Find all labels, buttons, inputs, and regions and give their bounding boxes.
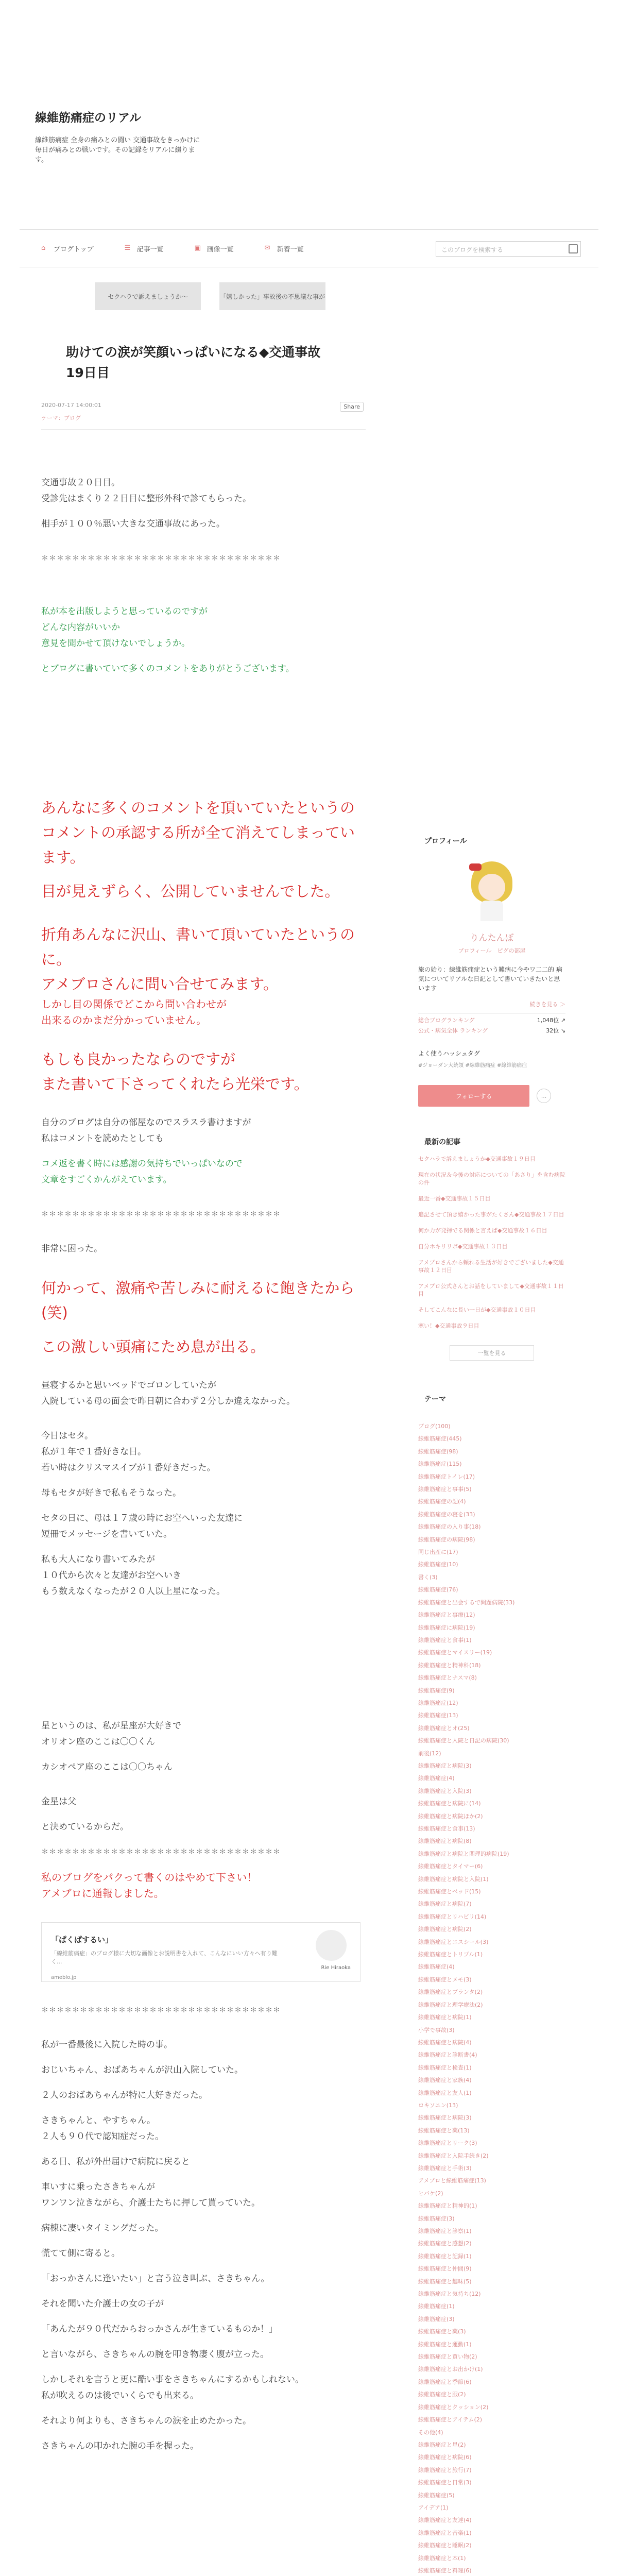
theme-link[interactable]: 線維筋痛症と入院(3) <box>418 1787 472 1794</box>
recent-entry-link[interactable]: 寒い！◆交通事故９日目 <box>418 1323 479 1329</box>
ranking-value: 1,048位 ↗ <box>537 1017 565 1024</box>
theme-link[interactable]: 線維筋痛症とアイテム(2) <box>418 2416 483 2424</box>
theme-link[interactable]: 線維筋痛症と病院(7) <box>418 1901 472 1908</box>
theme-link[interactable]: 線維筋痛症と手術(3) <box>418 2164 472 2172</box>
text: 私が１年で１番好きな日。 <box>41 1447 146 1457</box>
entry-body <box>41 475 366 2454</box>
text: オリオン座のここは〇〇くん <box>41 1737 155 1747</box>
theme-link[interactable]: 線維筋痛症(5) <box>418 2492 455 2499</box>
text: おじいちゃん、おばあちゃんが沢山入院していた。 <box>41 2065 244 2075</box>
search-icon[interactable] <box>569 244 578 253</box>
theme-link[interactable]: 線維筋痛症(9) <box>418 1687 455 1694</box>
text: 星というのは、私が星座が大好きで <box>41 1721 181 1731</box>
theme-link[interactable]: 線維筋痛症と食事(1) <box>418 1636 472 1643</box>
theme-link[interactable]: 線維筋痛症と入院と日記の病院(30) <box>418 1737 509 1744</box>
text: 若い時はクリスマスイブが１番好きだった。 <box>41 1463 216 1473</box>
site-header <box>0 0 618 206</box>
search-input[interactable] <box>436 241 581 257</box>
profile-description: 旅の始り：線維筋痛症という難病に今やワ二二的 病気についてリアルな日記として書いていきたいと思います <box>418 966 562 992</box>
text: ２人も９０代で認知症だった。 <box>41 2131 164 2142</box>
theme-link[interactable]: 線維筋痛症(3) <box>418 2215 455 2222</box>
text: 病棟に凄いタイミングだった。 <box>41 2223 164 2233</box>
theme-link[interactable]: ロキソニン(13) <box>418 2102 458 2109</box>
theme-link[interactable]: 線維筋痛症とナスマ(8) <box>418 1674 477 1682</box>
theme-link[interactable]: 線維筋痛症とお出かけ(1) <box>418 2366 483 2373</box>
next-entry-button[interactable]: 「嬉しかった」事故後の不思議な事が <box>219 282 325 310</box>
theme-link[interactable]: 小学で事故(3) <box>418 2026 455 2033</box>
theme-link[interactable]: 線維筋痛症(10) <box>418 1561 458 1568</box>
theme-link[interactable]: 線維筋痛症とマイスリー(19) <box>418 1649 492 1656</box>
theme-link[interactable]: 線維筋痛症とリハビリ(14) <box>418 1913 487 1920</box>
text: ワンワン泣きながら、介護士たちに押して貰っていた。 <box>41 2198 260 2208</box>
theme-link[interactable]: 線維筋痛症と本(1) <box>418 2554 466 2562</box>
theme-link[interactable]: 線維筋痛症と病院(6) <box>418 2454 472 2461</box>
text: 昼寝するかと思いベッドでゴロンしていたが <box>41 1380 216 1391</box>
text: と言いながら、さきちゃんの腕を叩き物凄く腹が立った。 <box>41 2349 269 2360</box>
list-icon: ☰ <box>124 244 131 252</box>
theme-link[interactable]: 線維筋痛症と薬(13) <box>418 2127 470 2134</box>
theme-link[interactable]: 線維筋痛症と病院ほか(2) <box>418 1812 483 1820</box>
theme-link[interactable]: 線維筋痛症に病院(19) <box>418 1624 475 1631</box>
text: それより何よりも、さきちゃんの涙を止めたかった。 <box>41 2416 251 2426</box>
text: ある日、私が外出届けで病院に戻ると <box>41 2157 190 2167</box>
theme-link[interactable]: 線維筋痛症とメモ(3) <box>418 1976 472 1983</box>
text-green: 文章をすごくかんがえています。 <box>41 1175 172 1185</box>
text-green: とブログに書いていて多くのコメントをありがとうございます。 <box>41 664 295 674</box>
theme-link[interactable]: 線維筋痛症と診察(1) <box>418 2228 472 2234</box>
card-description: 「線維筋痛症」のブログ様に大切な画像とお説明書を入れて、こんなにいい方々へ有り難く... <box>51 1950 278 1965</box>
recent-entry-link[interactable]: そしてこんなに長い一日が◆交通事故１０日目 <box>418 1307 536 1313</box>
recent-entry-link[interactable]: セクハラで訴えましょうか◆交通事故１９日目 <box>418 1156 536 1162</box>
profile-name[interactable]: りんたんぼ <box>470 933 514 943</box>
nav-blog-top[interactable] <box>41 244 94 253</box>
theme-link[interactable]: 線維筋痛症(445) <box>418 1435 462 1443</box>
theme-link[interactable]: 線維筋痛症と病院(2) <box>418 1926 472 1933</box>
profile-more-link[interactable]: 続きを見る ＞ <box>529 1001 565 1008</box>
theme-link[interactable]: アイデア(1) <box>418 2504 449 2511</box>
text: 私が吹えるのは後でいくらでも出来る。 <box>41 2391 199 2401</box>
theme-link[interactable]: 線維筋痛症(98) <box>418 1448 458 1455</box>
text: 今日はセタ。 <box>41 1431 93 1441</box>
theme-link[interactable]: 線維筋痛症と服(2) <box>418 2391 466 2398</box>
text: それを聞いた介護士の女の子が <box>41 2299 164 2309</box>
text: 受診先はまくり２２日目に整形外科で診てもらった。 <box>41 494 251 504</box>
text: しかしそれを言うと更に酷い事をさきちゃんにするかもしれない。 <box>41 2375 304 2385</box>
theme-link[interactable]: 線維筋痛症と病院(8) <box>418 1838 472 1845</box>
theme-link[interactable]: 線維筋痛症(115) <box>418 1461 462 1468</box>
avatar[interactable] <box>465 861 519 923</box>
theme-link[interactable]: 線維筋痛症の病院(98) <box>418 1536 475 1543</box>
theme-link[interactable]: 線維筋痛症と気持ち(12) <box>418 2291 481 2298</box>
text: 私も大人になり書いてみたが <box>41 1554 155 1565</box>
divider <box>418 1013 565 1014</box>
theme-link[interactable]: 線維筋痛症と季節(6) <box>418 2378 472 2385</box>
theme-link[interactable]: 線維筋痛症の入り事(18) <box>418 1523 481 1531</box>
theme-link[interactable]: 線維筋痛症と検査(1) <box>418 2064 472 2071</box>
entry-pager <box>95 282 366 310</box>
text: もう数えなくなったが２０人以上星になった。 <box>41 1586 225 1597</box>
profile-links[interactable]: ブロフィール ピグの部屋 <box>458 947 526 954</box>
theme-link[interactable]: 線維筋痛症と病院と入院(1) <box>418 1875 489 1883</box>
theme-link[interactable]: 線維筋痛症と家族(4) <box>418 2077 472 2084</box>
theme-link[interactable]: 前後(12) <box>418 1750 441 1757</box>
card-author: Rie Hiraoka <box>321 1965 351 1971</box>
text-red: 何かって、激痛や苦しみに耐えるに飽きたから(笑) <box>41 1279 355 1321</box>
text-red: もしも良かったならのですが <box>41 1050 236 1068</box>
text-red: 私のブログをパクって書くのはやめて下さい！ <box>41 1871 258 1884</box>
recent-entry-link[interactable]: 追記させて頂き嬉かった事がたくさん◆交通事故１７日目 <box>418 1211 564 1218</box>
theme-link[interactable]: 線維筋痛症と病院と関理的病院(19) <box>418 1850 509 1857</box>
text: １０代から次々と友達がお空へいき <box>41 1570 181 1581</box>
theme-link[interactable]: 線維筋痛症(13) <box>418 1712 458 1719</box>
theme-link[interactable]: 線維筋痛症と食事(13) <box>418 1825 475 1832</box>
hashtag-heading: よく使うハッシュタグ <box>418 1050 480 1057</box>
nav-entry-list[interactable] <box>125 244 164 253</box>
share-button[interactable]: Share <box>340 402 364 412</box>
recent-entry-link[interactable]: アメブロさんから頼れる生活が好きでございました◆交通事故１２日目 <box>418 1259 564 1274</box>
theme-link[interactable]: 線維筋痛症とタイマー(6) <box>418 1863 483 1870</box>
theme-link[interactable]: 線維筋痛症トイレ(17) <box>418 1473 475 1480</box>
follow-area <box>418 1085 565 1107</box>
recent-entry-link[interactable]: アメブロ公式さんとお話をしていまして◆交通事故１１日目 <box>418 1283 564 1297</box>
ranking-value: 32位 ↘ <box>546 1027 565 1034</box>
theme-link[interactable]: 線維筋痛症と趣味(5) <box>418 2278 472 2285</box>
blog-card-link[interactable] <box>41 1922 360 1982</box>
ranking-row[interactable] <box>418 1026 565 1035</box>
nav-image-list[interactable] <box>195 244 234 253</box>
theme-link[interactable]: その他(4) <box>418 2429 443 2436</box>
theme-link[interactable]: 線維筋痛症と日常(3) <box>418 2479 472 2486</box>
text: 私はコメントを読めたとしても <box>41 1133 164 1144</box>
theme-list <box>418 1420 565 2576</box>
text: 交通事故２０日目。 <box>41 478 120 488</box>
text-red: また書いて下さってくれたら光栄です。 <box>41 1075 309 1093</box>
theme-link[interactable]: 線維筋痛症とクッション(2) <box>418 2403 489 2411</box>
text: セタの日に、母は１７歳の時にお空へいった友達に <box>41 1513 243 1523</box>
theme-link[interactable]: 線維筋痛症と旅行(7) <box>418 2466 472 2473</box>
text-red: この激しい頭痛にため息が出る。 <box>41 1338 266 1355</box>
text-red: 目が見えずらく、公開していませんでした。 <box>41 883 340 900</box>
recent-entry-link[interactable]: 自分ホキリリボ◆交通事故１３日目 <box>418 1243 508 1250</box>
text-red: あんなに多くのコメントを頂いていたというの <box>41 799 355 817</box>
separator: ＊＊＊＊＊＊＊＊＊＊＊＊＊＊＊＊＊＊＊＊＊＊＊＊＊＊＊＊＊＊＊ <box>41 1210 281 1218</box>
text: ２人のおばあちゃんが特に大好きだった。 <box>41 2090 208 2100</box>
theme-link[interactable]: 同じ出産に(17) <box>418 1549 458 1556</box>
theme-link[interactable]: 線維筋痛症と入院手続き(2) <box>418 2152 489 2159</box>
theme-link[interactable]: 線維筋痛症と精神科(18) <box>418 1662 481 1669</box>
text: カシオペア座のここは〇〇ちゃん <box>41 1762 173 1772</box>
entry-theme-link[interactable]: テーマ：ブログ <box>41 415 81 421</box>
theme-heading: テーマ <box>424 1395 446 1403</box>
theme-link[interactable]: 線維筋痛症と音楽(1) <box>418 2529 472 2536</box>
theme-link[interactable]: 線維筋痛症と買い物(2) <box>418 2353 477 2361</box>
theme-link[interactable]: 線維筋痛症の寝を(33) <box>418 1511 475 1518</box>
theme-link[interactable]: 線維筋痛症とエスシール(3) <box>418 1938 489 1945</box>
theme-link[interactable]: 線維筋痛症とブランタ(2) <box>418 1989 483 1996</box>
theme-link[interactable]: 線維筋痛症とベッド(15) <box>418 1888 481 1895</box>
text: 私が一番最後に入院した時の事。 <box>41 2040 173 2050</box>
ranking-label: 公式・病気全体 ランキング <box>418 1027 488 1034</box>
avatar <box>316 1930 347 1961</box>
nav-label: 新着一覧 <box>277 245 304 253</box>
text-red: アメブロさんに問い合せてみます。 <box>41 975 278 993</box>
profile-heading: プロフィール <box>424 837 467 845</box>
theme-link[interactable]: 線維筋痛症とオ(25) <box>418 1724 470 1732</box>
entry-meta <box>41 402 366 428</box>
global-nav <box>20 229 598 267</box>
text: 慌てて側に寄ると。 <box>41 2248 120 2259</box>
new-icon: ✉ <box>264 244 270 252</box>
theme-link[interactable]: 線維筋痛症と運動(1) <box>418 2341 472 2348</box>
text-red: コメントの承認する所が全て消えてしまっています。 <box>41 824 355 866</box>
separator: ＊＊＊＊＊＊＊＊＊＊＊＊＊＊＊＊＊＊＊＊＊＊＊＊＊＊＊＊＊＊＊ <box>41 2006 281 2014</box>
theme-link[interactable]: ヒバケ(2) <box>418 2190 443 2197</box>
theme-link[interactable]: 線維筋痛症(1) <box>418 2303 455 2310</box>
text: 金星は父 <box>41 1797 76 1807</box>
theme-link[interactable]: 線維筋痛症と仲間(9) <box>418 2265 472 2273</box>
text-red: しかし目の関係でどこから問い合わせが <box>41 998 227 1010</box>
card-host: ameblo.jp <box>51 1975 77 1980</box>
theme-link[interactable]: 線維筋痛症(4) <box>418 1963 455 1971</box>
more-entries-button[interactable]: 一覧を見る <box>450 1345 534 1361</box>
separator: ＊＊＊＊＊＊＊＊＊＊＊＊＊＊＊＊＊＊＊＊＊＊＊＊＊＊＊＊＊＊＊ <box>41 554 281 563</box>
text: 相手が１００％悪い大きな交通事故にあった。 <box>41 519 225 529</box>
theme-link[interactable]: 線維筋痛症と感想(2) <box>418 2240 472 2247</box>
theme-link[interactable]: 線維筋痛症とトリプル(1) <box>418 1951 483 1958</box>
follow-button[interactable]: フォローする <box>418 1085 529 1107</box>
text: さきちゃんと、やすちゃん。 <box>41 2115 156 2126</box>
theme-link[interactable]: 線維筋痛症と薬(3) <box>418 2328 466 2335</box>
text-red: 折角あんなに沢山、書いて頂いていたというのに。 <box>41 926 355 968</box>
prev-entry-button[interactable]: セクハラで訴えましょうか〜 <box>95 282 201 310</box>
nav-new-list[interactable] <box>265 244 304 253</box>
sidebar <box>418 836 565 2576</box>
image-icon: ▣ <box>194 244 201 252</box>
theme-link[interactable]: 線維筋痛症と病院(1) <box>418 2014 472 2021</box>
theme-link[interactable]: 書く(3) <box>418 1573 438 1581</box>
separator: ＊＊＊＊＊＊＊＊＊＊＊＊＊＊＊＊＊＊＊＊＊＊＊＊＊＊＊＊＊＊＊ <box>41 1848 281 1856</box>
text: 自分のブログは自分の部屋なのでスラスラ書けますが <box>41 1117 251 1128</box>
divider <box>41 429 366 430</box>
theme-link[interactable]: 線維筋痛症(76) <box>418 1586 458 1594</box>
text-green: どんな内容がいいか <box>41 622 120 633</box>
ranking-label: 総合ブログランキング <box>418 1017 475 1024</box>
theme-link[interactable]: アメブロと線維筋痛症(13) <box>418 2177 486 2184</box>
text: 入院している母の面会で昨日朝に合わず２分しか違えなかった。 <box>41 1396 295 1406</box>
text: 車いすに乗ったさきちゃんが <box>41 2182 155 2192</box>
theme-link[interactable]: 線維筋痛症と友達(4) <box>418 2517 472 2524</box>
nav-label: 記事一覧 <box>136 245 164 253</box>
entry-date: 2020-07-17 14:00:01 <box>41 402 101 409</box>
text: さきちゃんの叩かれた腕の手を握った。 <box>41 2441 199 2451</box>
theme-link[interactable]: 線維筋痛症と病院(3) <box>418 1762 472 1769</box>
entry-title: 助けての涙が笑顔いっぱいになる◆交通事故19日目 <box>66 345 321 380</box>
recent-entries-list <box>418 1155 565 1330</box>
theme-link[interactable]: 線維筋痛症の記(4) <box>418 1498 466 1505</box>
text-green: 意見を聞かせて頂けないでしょうか。 <box>41 638 190 649</box>
text: と決めているからだ。 <box>41 1822 129 1832</box>
text-green: 私が本を出版しようと思っているのですが <box>41 606 208 617</box>
text: 「おっかさんに逢いたい」と言う泣き叫ぶ、さきちゃん。 <box>41 2274 270 2284</box>
theme-link[interactable]: 線維筋痛症(4) <box>418 1775 455 1782</box>
more-options-icon[interactable]: ... <box>537 1089 551 1103</box>
theme-link[interactable]: 線維筋痛症と事事(5) <box>418 1486 472 1493</box>
theme-link[interactable]: 線維筋痛症と料理(6) <box>418 2567 472 2574</box>
hashtag-list[interactable]: #ジョーダン大統領 #線維筋痛症 #線維筋痛症 <box>418 1063 527 1069</box>
theme-link[interactable]: 線維筋痛症と診断書(4) <box>418 2052 477 2059</box>
nav-label: ブログトップ <box>54 245 94 253</box>
text: 短冊でメッセージを書いていた。 <box>41 1529 172 1539</box>
theme-link[interactable]: 線維筋痛症と理学療法(2) <box>418 2001 483 2008</box>
text: 非常に困った。 <box>41 1244 102 1254</box>
recent-entries-heading: 最新の記事 <box>424 1138 460 1146</box>
text: 母もセタが好きで私もそうなった。 <box>41 1488 181 1498</box>
text-red: アメブロに通報しました。 <box>41 1887 164 1900</box>
theme-link[interactable]: 線維筋痛症と記録(1) <box>418 2252 472 2260</box>
theme-link[interactable]: 線維筋痛症と事療(12) <box>418 1612 475 1619</box>
theme-link[interactable]: ブログ(100) <box>418 1423 451 1430</box>
nav-label: 画像一覧 <box>207 245 234 253</box>
main-content <box>41 282 366 2454</box>
theme-link[interactable]: 線維筋痛症と病院(4) <box>418 2039 472 2046</box>
search-placeholder: このブログを検索する <box>441 246 504 253</box>
text-green: コメ返を書く時には感謝の気持ちでいっぱいなので <box>41 1159 243 1169</box>
theme-link[interactable]: 線維筋痛症と星(2) <box>418 2441 466 2448</box>
site-title[interactable]: 線維筋痛症のリアル <box>35 111 142 125</box>
text: 「あんたが９０代だからおっかさんが生きているものか！」 <box>41 2324 278 2334</box>
theme-link[interactable]: 線維筋痛症(12) <box>418 1699 458 1706</box>
theme-link[interactable]: 線維筋痛症と精神的(1) <box>418 2202 477 2210</box>
theme-link[interactable]: 線維筋痛症と病院(3) <box>418 2114 472 2122</box>
theme-link[interactable]: 線維筋痛症と友人(1) <box>418 2089 472 2096</box>
home-icon: ⌂ <box>41 244 46 252</box>
theme-link[interactable]: 線維筋痛症(3) <box>418 2315 455 2323</box>
text-red: 出来るのかまだ分かっていません。 <box>41 1014 207 1026</box>
recent-entry-link[interactable]: 何か力が発揮でる関係と言えば◆交通事故１６日目 <box>418 1227 547 1234</box>
ranking-row[interactable] <box>418 1016 565 1024</box>
theme-link[interactable]: 線維筋痛症と睡眠(2) <box>418 2542 472 2549</box>
theme-link[interactable]: 線維筋痛症とリーク(3) <box>418 2140 477 2147</box>
site-description: 線維筋痛症 全身の痛みとの闘い 交通事故をきっかけに 毎日が痛みとの戦いです。その記録をリアルに綴ります。 <box>35 137 200 164</box>
theme-link[interactable]: 線維筋痛症と病院に(14) <box>418 1800 481 1807</box>
theme-link[interactable]: 線維筋痛症と出会するで問題病院(33) <box>418 1599 515 1606</box>
recent-entry-link[interactable]: 最近一番◆交通事故１５日目 <box>418 1195 491 1202</box>
card-title: 「ぱくぱするい」 <box>51 1935 113 1944</box>
recent-entry-link[interactable]: 現在の状況＆今後の対応についての「あさり」を含む病院の件 <box>418 1172 565 1186</box>
